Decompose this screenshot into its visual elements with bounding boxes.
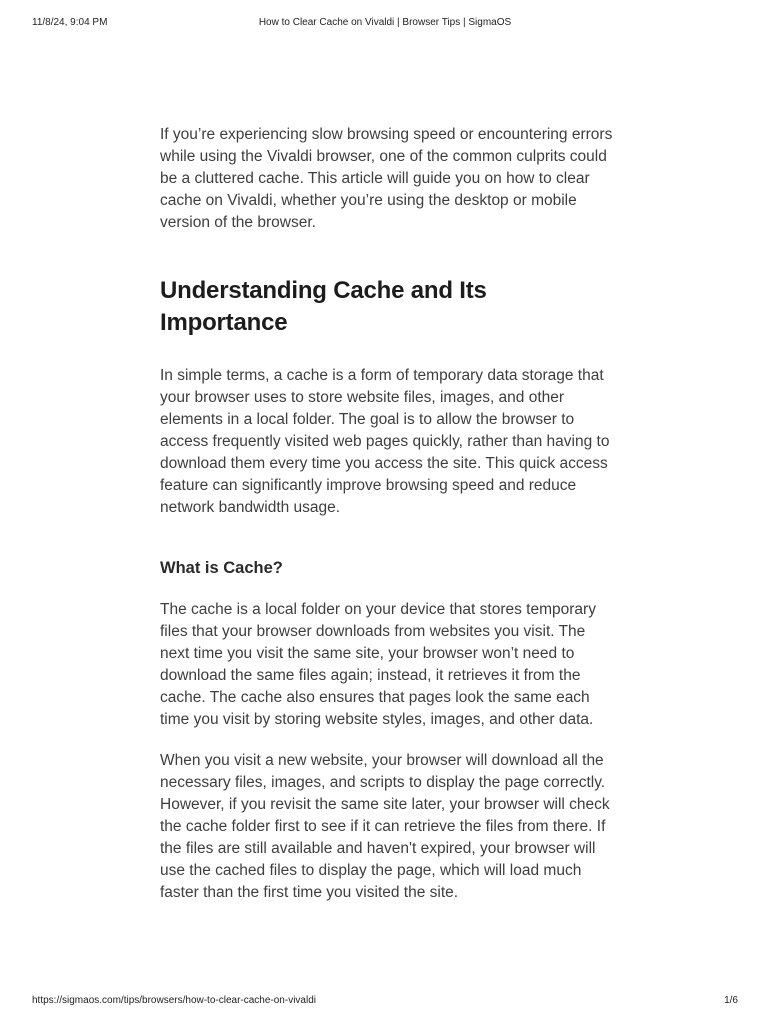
print-header: [32, 17, 738, 31]
document-title: How to Clear Cache on Vivaldi | Browser Tips | SigmaOS: [258, 17, 512, 28]
subsection-heading: What is Cache?: [160, 559, 283, 577]
page-indicator: 1/6: [724, 995, 738, 1006]
visit-paragraph: When you visit a new website, your browser will download all the necessary files, images, and scripts to display the page correctly. However, if you revisit the same site later, your browser will check the cache folder first to see if it can retrieve the files from there. If the files are still available and haven't expired, your browser will use the cached files to display the page, which will load much faster than the first time you visited the site.: [160, 752, 610, 901]
article-body: [160, 124, 615, 904]
intro-paragraph: If you’re experiencing slow browsing speed or encountering errors while using the Vivaldi browser, one of the common culprits could be a cluttered cache. This article will guide you on how to clear cache on Vivaldi, whether you’re using the desktop or mobile version of the browser.: [160, 126, 613, 231]
page-url: https://sigmaos.com/tips/browsers/how-to-clear-cache-on-vivaldi: [32, 995, 316, 1006]
cache-paragraph: The cache is a local folder on your device that stores temporary files that your browser downloads from websites you visit. The next time you visit the same site, your browser won’t need to download the same files again; instead, it retrieves it from the cache. The cache also ensures that pages look the same each time you visit by storing website styles, images, and other data.: [160, 601, 596, 728]
section-heading: Understanding Cache and Its Importance: [160, 277, 487, 336]
section-paragraph: In simple terms, a cache is a form of temporary data storage that your browser uses to store website files, images, and other elements in a local folder. The goal is to allow the browser to access frequently visited web pages quickly, rather than having to download them every time you access the site. This quick access feature can significantly improve browsing speed and reduce network bandwidth usage.: [160, 367, 610, 516]
print-datetime: 11/8/24, 9:04 PM: [32, 17, 108, 28]
print-footer: [32, 995, 738, 1009]
